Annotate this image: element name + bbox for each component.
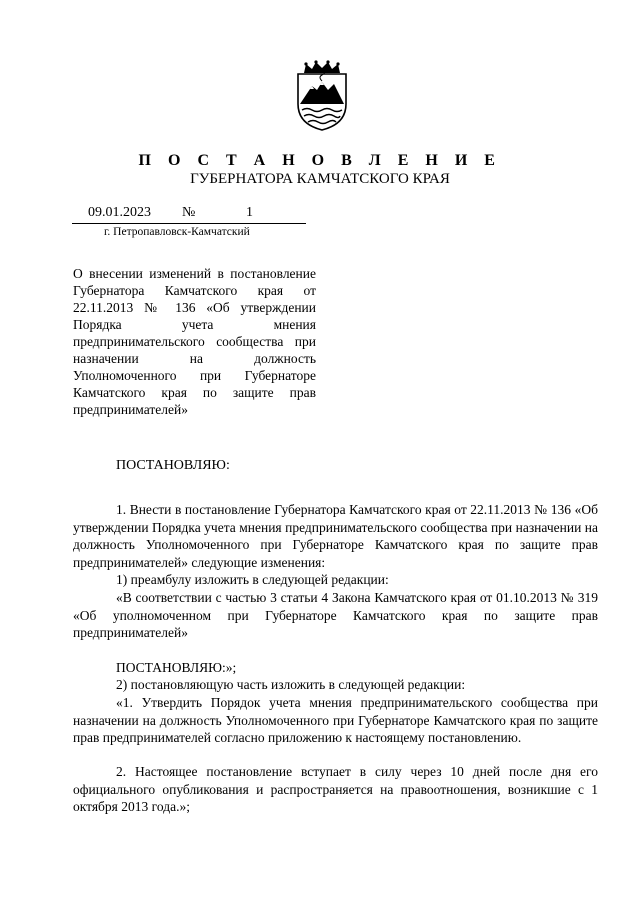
paragraph-1: 1. Внести в постановление Губернатора Камчатского края от 22.11.2013 № 136 «Об утверждении Порядка учета мнения предпринимательского сообщества при назначении на должность Уполномоченного при Губернаторе Камчатского края по защите прав предпринимателей» следующие изменения: — [73, 502, 598, 570]
kamchatka-coat-of-arms-icon — [294, 60, 350, 132]
paragraph-3: «В соответствии с частью 3 статьи 4 Закона Камчатского края от 01.10.2013 № 319 «Об уполномоченном при Губернаторе Камчатского края по защите прав предпринимателей» — [73, 590, 598, 640]
document-title: П О С Т А Н О В Л Е Н И Е — [138, 152, 502, 169]
paragraph-7: 2. Настоящее постановление вступает в силу через 10 дней после дня его официального опубликования и распространяется на правоотношения, возникшие с 1 октября 2013 года.»; — [73, 764, 598, 814]
document-subtitle: ГУБЕРНАТОРА КАМЧАТСКОГО КРАЯ — [190, 171, 450, 187]
paragraph-6: «1. Утвердить Порядок учета мнения предпринимательского сообщества при назначении на должность Уполномоченного при Губернаторе Камчатского края по защите прав предпринимателей согласно приложению к настоящему постановлению. — [73, 695, 598, 745]
document-number: 1 — [246, 205, 253, 220]
paragraph-4: ПОСТАНОВЛЯЮ:»; — [116, 660, 237, 675]
number-label: № — [182, 205, 196, 220]
document-date: 09.01.2023 — [88, 205, 151, 220]
document-city: г. Петропавловск-Камчатский — [104, 226, 250, 238]
document-subject: О внесении изменений в постановление Губернатора Камчатского края от 22.11.2013 № 136 «Об утверждении Порядка учета мнения предпринимательского сообщества при назначении на должность Уполномоченного при Губернаторе Камчатского края по защите прав предпринимателей» — [73, 266, 316, 417]
date-number-underline — [72, 223, 306, 224]
paragraph-5: 2) постановляющую часть изложить в следующей редакции: — [116, 677, 466, 692]
paragraph-2: 1) преамбулу изложить в следующей редакции: — [116, 572, 389, 587]
decree-keyword: ПОСТАНОВЛЯЮ: — [116, 458, 230, 473]
